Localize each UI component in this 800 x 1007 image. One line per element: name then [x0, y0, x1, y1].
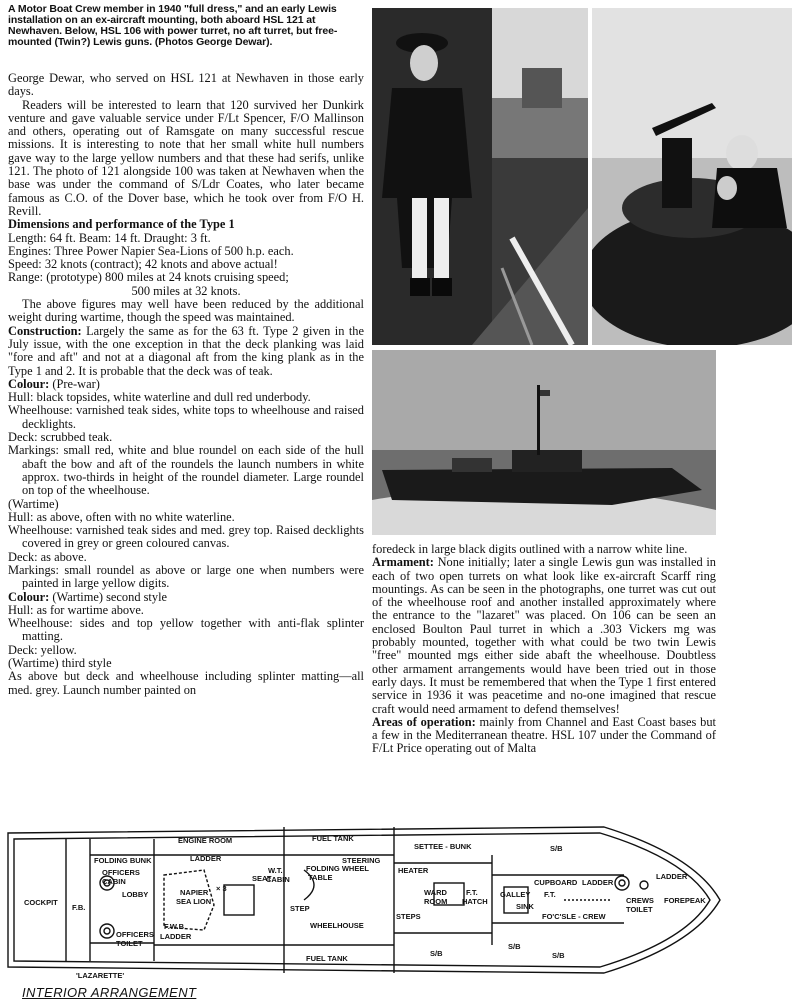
label-wt-cabin-2: CABIN: [266, 875, 290, 884]
label-toilet: TOILET: [626, 905, 653, 914]
label-settee: SETTEE - BUNK: [414, 842, 472, 851]
spec-engines: Engines: Three Power Napier Sea-Lions of 500 h.p. each.: [8, 243, 294, 258]
photo-lewis-gun: [592, 8, 792, 345]
label-sea-lion: SEA LION: [176, 897, 212, 906]
label-ladder-3: LADDER: [582, 878, 614, 887]
label-wt-cabin: W.T.: [268, 866, 283, 875]
article-column-right: [372, 543, 716, 756]
label-ft-hatch: F.T.: [466, 888, 478, 897]
wartime-deck: Deck: as above.: [8, 549, 87, 564]
label-napier: NAPIER: [180, 888, 209, 897]
paragraph: Readers will be interested to learn that 120 survived her Dunkirk venture and gave valuable service under F/Lt Spencer, F/O Mallinson and others, operating out of Ramsgate on many successful rescue missions. It is interesting to note that her small white hull numbers gave way to the large yellow numbers and that these had serifs, unlike 121. The photo of 121 alongside 100 was taken at Newhaven when the base was under the command of S/Ldr Coates, who later became famous as C.O. of the Dover base, which he took over from F/O H. Revill.: [8, 97, 364, 218]
label-folding-wheel: FOLDING WHEEL: [306, 864, 369, 873]
label-lazarette: 'LAZARETTE': [76, 971, 125, 980]
wartime-hull: Hull: as above, often with no white waterline.: [8, 509, 235, 524]
label-engine-room: ENGINE ROOM: [178, 836, 233, 845]
wartime-markings: Markings: small roundel as above or large one when numbers were painted in large yellow digits.: [8, 562, 364, 591]
label-officers-toilet: OFFICERS: [116, 930, 154, 939]
label-heater: HEATER: [398, 866, 429, 875]
areas-text: mainly from Channel and East Coast bases but a few in the Mediterranean theatre. HSL 107 under the Command of F/Lt Price operating out of Malta: [372, 714, 716, 756]
article-column-left: [8, 72, 364, 697]
label-fwb: F.W.B: [164, 922, 184, 931]
construction-label: Construction:: [8, 323, 82, 338]
label-sink: SINK: [516, 902, 534, 911]
colour2-label: Colour:: [8, 589, 50, 604]
paragraph-continued: foredeck in large black digits outlined with a narrow white line.: [372, 542, 688, 556]
areas-label: Areas of operation:: [372, 714, 476, 729]
spec-length: Length: 64 ft. Beam: 14 ft. Draught: 3 ft.: [8, 230, 211, 245]
photo-hsl-106: [372, 350, 716, 535]
plan-drawing: [4, 815, 724, 985]
paragraph-construction: [8, 325, 364, 378]
label-focsle: FO'C'SLE - CREW: [542, 912, 606, 921]
label-wheelhouse: WHEELHOUSE: [310, 921, 364, 930]
paragraph-colour-second: [8, 591, 364, 604]
armament-label: Armament:: [372, 555, 434, 570]
paragraph-colour: [8, 378, 364, 391]
label-seat: SEAT: [252, 874, 272, 883]
label-lobby: LOBBY: [122, 890, 149, 899]
label-steering: STEERING: [342, 856, 381, 865]
second-hull: Hull: as for wartime above.: [8, 602, 144, 617]
label-sb-2: S/B: [550, 844, 563, 853]
label-fuel-tank-1: FUEL TANK: [312, 834, 354, 843]
label-ft-2: F.T.: [544, 890, 556, 899]
label-table: TABLE: [308, 873, 333, 882]
label-crews: CREWS: [626, 896, 654, 905]
label-room: ROOM: [424, 897, 448, 906]
wartime-heading: (Wartime): [8, 496, 59, 511]
label-sb-4: S/B: [552, 951, 565, 960]
paragraph-armament: [372, 556, 716, 716]
colour-label: Colour:: [8, 376, 50, 391]
label-fuel-tank-2: FUEL TANK: [306, 954, 348, 963]
label-hatch: HATCH: [462, 897, 488, 906]
label-forepeak: FOREPEAK: [664, 896, 706, 905]
label-galley: GALLEY: [500, 890, 531, 899]
colour-deck: Deck: scrubbed teak.: [8, 430, 113, 445]
gun-photo-graphic: [592, 8, 792, 345]
section-heading-dimensions: Dimensions and performance of the Type 1: [8, 217, 235, 232]
colour-text: (Pre-war): [49, 376, 100, 391]
crew-photo-graphic: [372, 8, 588, 345]
label-ladder-1: LADDER: [190, 854, 222, 863]
label-sb-3: S/B: [508, 942, 521, 951]
label-sb-1: S/B: [430, 949, 443, 958]
second-deck: Deck: yellow.: [8, 642, 77, 657]
third-style-heading: (Wartime) third style: [8, 656, 112, 671]
spec-range-cont: 500 miles at 32 knots.: [131, 283, 241, 298]
label-step: STEP: [290, 904, 310, 913]
colour-hull: Hull: black topsides, white waterline and dull red underbody.: [8, 390, 311, 405]
label-officers-cabin-2: CABIN: [102, 877, 126, 886]
construction-text: Largely the same as for the 63 ft. Type 2 given in the July issue, with the one exception in that the deck planking was laid "fore and aft" and not at a diagonal aft from the king plank as in the Type 1 and 2. It is probable that the deck was of teak.: [8, 323, 364, 378]
colour-markings: Markings: small red, white and blue roundel on each side of the hull abaft the bow and aft of the roundels the launch numbers in white approx. two-thirds in height of the roundel diameter. Large roundel on top of the wheelhouse.: [8, 443, 364, 498]
label-cupboard: CUPBOARD: [534, 878, 578, 887]
label-times-three: × 3: [216, 884, 227, 893]
spec-speed: Speed: 32 knots (contract); 42 knots and above actual!: [8, 257, 278, 272]
spec-range: Range: (prototype) 800 miles at 24 knots cruising speed;: [8, 270, 289, 285]
colour-wheelhouse: Wheelhouse: varnished teak sides, white tops to wheelhouse and raised decklights.: [8, 403, 364, 431]
label-officers-cabin: OFFICERS: [102, 868, 140, 877]
interior-arrangement-plan: [4, 815, 724, 985]
label-officers-toilet-2: TOILET: [116, 939, 143, 948]
label-ladder-4: LADDER: [656, 872, 688, 881]
label-ward: WARD: [424, 888, 447, 897]
second-wheelhouse: Wheelhouse: sides and top yellow together with anti-flak splinter matting.: [8, 616, 364, 644]
paragraph: The above figures may well have been reduced by the additional weight during wartime, though the speed was maintained.: [8, 297, 364, 325]
armament-text: None initially; later a single Lewis gun was installed in each of two open turrets on what look like ex-aircraft Scarff ring mountings. As can be seen in the photographs, one turret was cut out of the wheelhouse roof and another installed approximately where the entrance to the "lazaret" was placed. On 106 can be seen an enclosed Boulton Paul turret in which a .303 Vickers mg was probably mounted, together with what could be two twin Lewis "free" mounted mgs either side abaft the wheelhouse. Doubtless other armament arrangements would have been tried out in those early days. It must be remembered that when the Type 1 first entered service in 1936 it was peacetime and no-one imagined that rescue craft would need armament to defend themselves!: [372, 555, 716, 716]
label-fb: F.B.: [72, 903, 86, 912]
photo-caption: A Motor Boat Crew member in 1940 "full dress," and an early Lewis installation on an ex-aircraft mounting, both aboard HSL 121 at Newhaven. Below, HSL 106 with power turret, no aft turret, but free-mounted (Twin?) Lewis guns. (Photos George Dewar).: [8, 3, 338, 48]
label-folding-bunk: FOLDING BUNK: [94, 856, 152, 865]
boat-photo-graphic: [372, 350, 716, 535]
hull-outline: [8, 827, 720, 973]
wartime-wheelhouse: Wheelhouse: varnished teak sides and med. grey top. Raised decklights covered in grey or green coloured canvas.: [8, 523, 364, 551]
label-ladder-2: LADDER: [160, 932, 192, 941]
label-steps: STEPS: [396, 912, 421, 921]
photo-crew-member: [372, 8, 588, 345]
paragraph-areas: [372, 716, 716, 756]
colour2-text: (Wartime) second style: [49, 589, 168, 604]
paragraph: As above but deck and wheelhouse including splinter matting—all med. grey. Launch number painted on: [8, 669, 364, 697]
paragraph: George Dewar, who served on HSL 121 at Newhaven in those early days.: [8, 71, 364, 99]
plan-title: INTERIOR ARRANGEMENT: [22, 985, 197, 1000]
label-cockpit: COCKPIT: [24, 898, 58, 907]
